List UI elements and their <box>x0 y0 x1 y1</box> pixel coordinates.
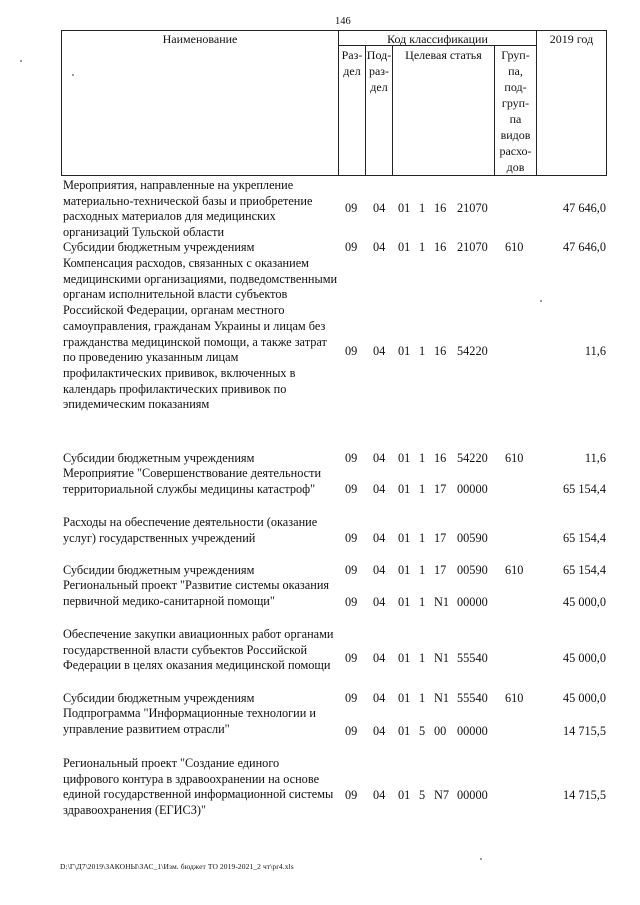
expense-type-code: 610 <box>505 691 524 705</box>
row-name: Субсидии бюджетным учреждениям <box>63 240 255 254</box>
section-code: 09 <box>345 344 358 358</box>
section-code: 09 <box>345 724 358 738</box>
header-section: Раз- дел <box>341 48 363 78</box>
subsection-code: 04 <box>373 482 386 496</box>
subsection-code: 04 <box>373 563 386 577</box>
row-name: Субсидии бюджетным учреждениям <box>63 451 255 465</box>
event-code: N1 <box>434 595 450 609</box>
scan-speck <box>20 60 22 62</box>
file-path-footer: D:\Г\Д7\2019\ЗАКОНЫ\ЗАС_1\Изм. бюджет ТО 2019-2021_2 чт\pr4.xls <box>60 862 294 871</box>
row-name: Обеспечение закупки авиационных работ органами государственной власти субъектов Российской Федерации в целях оказания медицинской помощи <box>63 627 334 673</box>
subprogram-code: 1 <box>419 563 426 577</box>
program-code: 01 <box>398 691 411 705</box>
event-code: 17 <box>434 482 447 496</box>
program-code: 01 <box>398 724 411 738</box>
header-year: 2019 год <box>549 32 594 46</box>
subprogram-code: 1 <box>419 691 426 705</box>
row-name: Подпрограмма "Информационные технологии и управление развитием отрасли" <box>63 706 316 736</box>
event-code: 16 <box>434 240 447 254</box>
subprogram-code: 1 <box>419 482 426 496</box>
subsection-code: 04 <box>373 724 386 738</box>
subprogram-code: 5 <box>419 788 426 802</box>
row-name: Расходы на обеспечение деятельности (оказание услуг) государственных учреждений <box>63 515 318 545</box>
subsection-code: 04 <box>373 691 386 705</box>
program-code: 01 <box>398 563 411 577</box>
program-code: 01 <box>398 651 411 665</box>
scan-speck <box>480 858 482 860</box>
header-group: Груп- па, под- груп- па видов расхо- дов <box>499 48 532 174</box>
subprogram-code: 1 <box>419 344 426 358</box>
amount-2019: 45 000,0 <box>562 651 606 665</box>
event-code: 16 <box>434 451 447 465</box>
direction-code: 54220 <box>457 451 488 465</box>
subprogram-code: 1 <box>419 531 426 545</box>
subprogram-code: 5 <box>419 724 426 738</box>
program-code: 01 <box>398 240 411 254</box>
program-code: 01 <box>398 788 411 802</box>
amount-2019: 45 000,0 <box>562 691 606 705</box>
program-code: 01 <box>398 344 411 358</box>
subsection-code: 04 <box>373 344 386 358</box>
section-code: 09 <box>345 531 358 545</box>
header-name: Наименование <box>162 32 238 46</box>
event-code: 16 <box>434 201 447 215</box>
program-code: 01 <box>398 482 411 496</box>
amount-2019: 14 715,5 <box>562 724 606 738</box>
row-name: Мероприятия, направленные на укрепление материально-технической базы и приобретение расходных материалов для медицинских организаций Тульской области <box>63 178 313 240</box>
section-code: 09 <box>345 788 358 802</box>
program-code: 01 <box>398 451 411 465</box>
amount-2019: 11,6 <box>584 344 606 358</box>
direction-code: 21070 <box>457 201 488 215</box>
row-name: Мероприятие "Совершенствование деятельности территориальной службы медицины катастроф" <box>63 466 322 496</box>
program-code: 01 <box>398 531 411 545</box>
amount-2019: 65 154,4 <box>562 482 606 496</box>
subprogram-code: 1 <box>419 240 426 254</box>
event-code: 00 <box>434 724 447 738</box>
direction-code: 55540 <box>457 691 488 705</box>
subprogram-code: 1 <box>419 651 426 665</box>
subsection-code: 04 <box>373 788 386 802</box>
section-code: 09 <box>345 240 358 254</box>
direction-code: 54220 <box>457 344 488 358</box>
section-code: 09 <box>345 482 358 496</box>
direction-code: 21070 <box>457 240 488 254</box>
row-name: Субсидии бюджетным учреждениям <box>63 691 255 705</box>
amount-2019: 65 154,4 <box>562 563 606 577</box>
expense-type-code: 610 <box>505 240 524 254</box>
direction-code: 00000 <box>457 595 488 609</box>
subsection-code: 04 <box>373 201 386 215</box>
section-code: 09 <box>345 563 358 577</box>
section-code: 09 <box>345 451 358 465</box>
event-code: N1 <box>434 651 450 665</box>
scan-speck <box>540 300 542 302</box>
section-code: 09 <box>345 201 358 215</box>
header-name-cell <box>61 30 339 176</box>
section-code: 09 <box>345 595 358 609</box>
direction-code: 00590 <box>457 563 488 577</box>
event-code: 17 <box>434 563 447 577</box>
section-code: 09 <box>345 691 358 705</box>
subsection-code: 04 <box>373 651 386 665</box>
direction-code: 55540 <box>457 651 488 665</box>
amount-2019: 47 646,0 <box>562 201 606 215</box>
subprogram-code: 1 <box>419 451 426 465</box>
subsection-code: 04 <box>373 595 386 609</box>
subprogram-code: 1 <box>419 595 426 609</box>
row-name: Компенсация расходов, связанных с оказанием медицинскими организациями, подведомственными органам исполнительной власти субъектов Российской Федерации, органам местного самоуправления, гражданам Украины и лицам без гражданства медицинской помощи, а также затрат по проведению указанным лицам профилактических прививок, включенных в календарь профилактических прививок по эпидемическим показаниям <box>63 256 338 412</box>
header-year-cell <box>536 30 607 176</box>
row-name: Субсидии бюджетным учреждениям <box>63 563 255 577</box>
program-code: 01 <box>398 595 411 609</box>
header-target-cell <box>392 45 495 176</box>
subsection-code: 04 <box>373 240 386 254</box>
header-classification: Код классификации <box>387 32 488 46</box>
event-code: 16 <box>434 344 447 358</box>
row-name: Региональный проект "Создание единого цифрового контура в здравоохранении на основе единой государственной информационной системы здравоохранения (ЕГИСЗ)" <box>63 756 334 818</box>
expense-type-code: 610 <box>505 563 524 577</box>
scan-speck <box>72 74 74 76</box>
event-code: N7 <box>434 788 450 802</box>
row-name: Региональный проект "Развитие системы оказания первичной медико-санитарной помощи" <box>63 578 330 608</box>
header-subsection: Под- раз- дел <box>366 48 392 94</box>
subsection-code: 04 <box>373 451 386 465</box>
direction-code: 00000 <box>457 724 488 738</box>
direction-code: 00000 <box>457 482 488 496</box>
header-target: Целевая статья <box>405 48 482 62</box>
amount-2019: 65 154,4 <box>562 531 606 545</box>
section-code: 09 <box>345 651 358 665</box>
amount-2019: 45 000,0 <box>562 595 606 609</box>
amount-2019: 14 715,5 <box>562 788 606 802</box>
amount-2019: 11,6 <box>584 451 606 465</box>
subsection-code: 04 <box>373 531 386 545</box>
page-number: 146 <box>335 16 351 27</box>
event-code: 17 <box>434 531 447 545</box>
direction-code: 00590 <box>457 531 488 545</box>
subprogram-code: 1 <box>419 201 426 215</box>
amount-2019: 47 646,0 <box>562 240 606 254</box>
event-code: N1 <box>434 691 450 705</box>
expense-type-code: 610 <box>505 451 524 465</box>
direction-code: 00000 <box>457 788 488 802</box>
program-code: 01 <box>398 201 411 215</box>
